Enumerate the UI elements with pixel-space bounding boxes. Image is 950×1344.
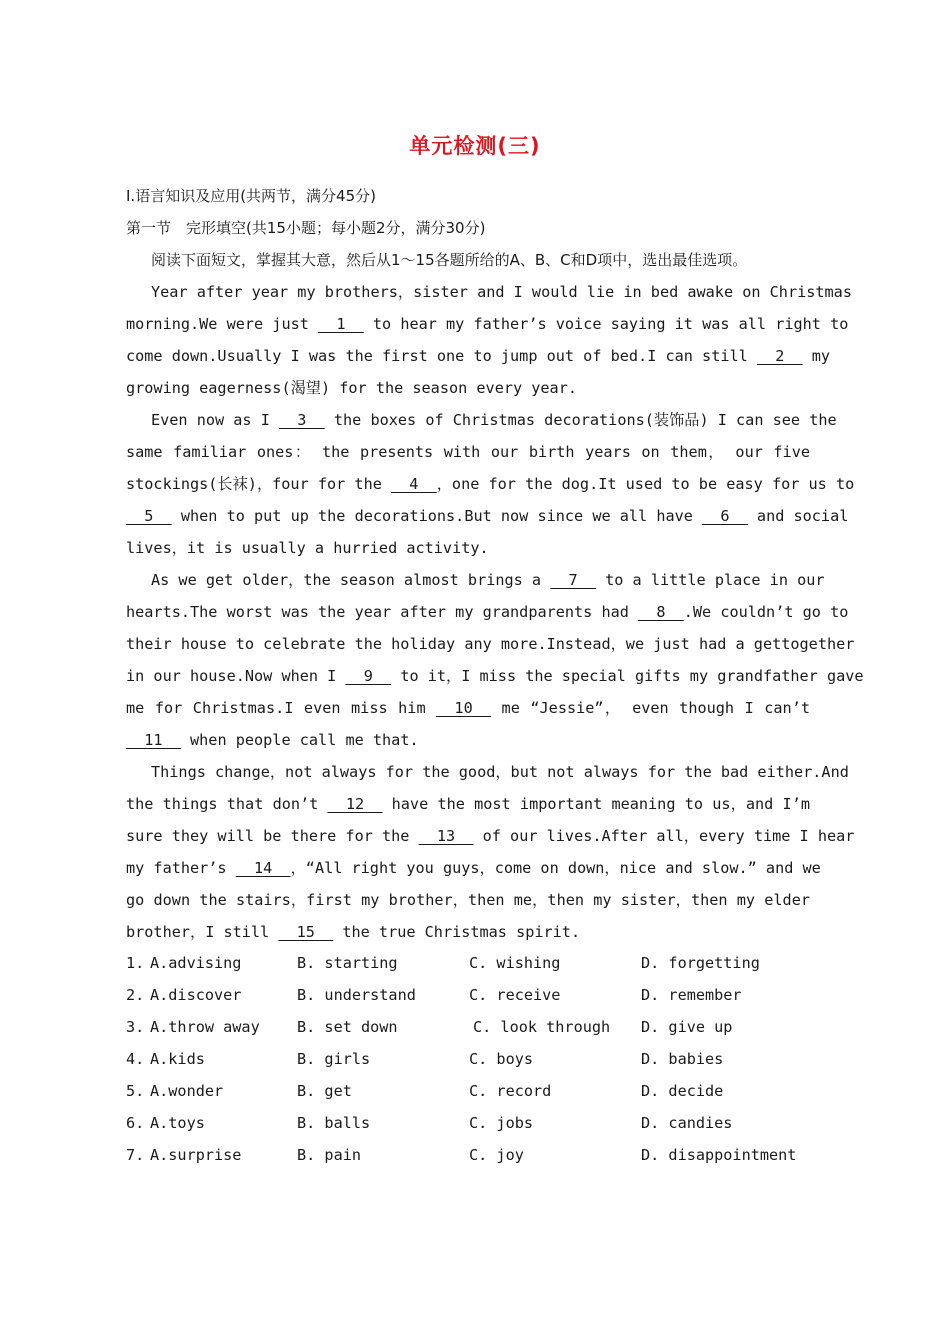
passage-line: growing eagerness(渴望) for the season every year. <box>126 379 577 397</box>
option-b: B. starting <box>297 954 398 972</box>
passage-line: brother，I still 15 the true Christmas spirit. <box>126 923 581 941</box>
blank-3: 3 <box>279 411 325 429</box>
option-d: D. babies <box>641 1050 724 1068</box>
question-number: 1. <box>126 954 145 972</box>
option-a: A.wonder <box>150 1082 224 1100</box>
blank-7: 7 <box>550 571 596 589</box>
passage-line: me for Christmas.I even miss him 10 me “Jessie”， even though I can’t <box>126 699 810 717</box>
passage-line: Things change，not always for the good，but not always for the bad either.And <box>151 763 849 781</box>
blank-6: 6 <box>702 507 748 525</box>
option-c: C. record <box>469 1082 552 1100</box>
blank-2: 2 <box>756 347 803 365</box>
option-d: D. forgetting <box>641 954 760 972</box>
question-number: 4. <box>126 1050 145 1068</box>
option-c: C. jobs <box>469 1114 534 1132</box>
passage-line: their house to celebrate the holiday any more.Instead，we just had a gettogether <box>126 635 855 653</box>
option-d: D. remember <box>641 986 742 1004</box>
passage-line: Year after year my brothers，sister and I would lie in bed awake on Christmas <box>151 283 852 301</box>
option-a: A.advising <box>150 954 242 972</box>
passage-line: go down the stairs，first my brother，then me，then my sister，then my elder <box>126 891 810 909</box>
blank-13: 13 <box>418 827 474 845</box>
option-c: C. joy <box>469 1146 524 1164</box>
option-d: D. disappointment <box>641 1146 797 1164</box>
option-d: D. decide <box>641 1082 724 1100</box>
passage-line: same familiar ones： the presents with our birth years on them， our five <box>126 443 810 461</box>
blank-5: 5 <box>126 507 172 525</box>
option-b: B. get <box>297 1082 352 1100</box>
question-number: 3. <box>126 1018 145 1036</box>
question-number: 7. <box>126 1146 145 1164</box>
option-a: A.kids <box>150 1050 205 1068</box>
option-c: C. look through <box>473 1018 611 1036</box>
passage-line: the things that don’t 12 have the most important meaning to us，and I’m <box>126 795 810 813</box>
blank-9: 9 <box>345 667 392 685</box>
option-a: A.toys <box>150 1114 205 1132</box>
blank-10: 10 <box>436 699 492 717</box>
option-c: C. receive <box>469 986 561 1004</box>
blank-14: 14 <box>235 859 291 877</box>
passage-line: stockings(长袜)，four for the 4 ，one for the dog.It used to be easy for us to <box>126 475 855 493</box>
instruction-text: 阅读下面短文，掌握其大意，然后从1～15各题所给的A、B、C和D项中，选出最佳选项。 <box>151 251 748 269</box>
passage-line: As we get older，the season almost brings a 7 to a little place in our <box>151 571 825 589</box>
passage-line: lives，it is usually a hurried activity. <box>126 539 489 557</box>
passage-line: in our house.Now when I 9 to it，I miss the special gifts my grandfather gave <box>126 667 864 685</box>
passage-line: 11 when people call me that. <box>126 731 419 749</box>
passage-line: my father’s 14 ，“All right you guys，come on down，nice and slow.” and we <box>126 859 821 877</box>
option-b: B. set down <box>297 1018 398 1036</box>
question-number: 2. <box>126 986 145 1004</box>
option-a: A.surprise <box>150 1146 242 1164</box>
blank-1: 1 <box>318 315 364 333</box>
section-heading: Ⅰ.语言知识及应用(共两节，满分45分) <box>126 187 376 205</box>
page-title: 单元检测(三) <box>409 134 541 158</box>
option-a: A.throw away <box>150 1018 260 1036</box>
option-b: B. girls <box>297 1050 371 1068</box>
passage-line: morning.We were just 1 to hear my father’s voice saying it was all right to <box>126 315 849 333</box>
passage-line: 5 when to put up the decorations.But now since we all have 6 and social <box>126 507 849 525</box>
passage-line: sure they will be there for the 13 of our lives.After all，every time I hear <box>126 827 855 845</box>
subsection-heading: 第一节 完形填空(共15小题；每小题2分，满分30分) <box>126 219 486 237</box>
blank-8: 8 <box>638 603 684 621</box>
blank-11: 11 <box>126 731 181 749</box>
blank-4: 4 <box>391 475 437 493</box>
option-c: C. wishing <box>469 954 561 972</box>
question-number: 5. <box>126 1082 145 1100</box>
blank-12: 12 <box>327 795 383 813</box>
passage-line: come down.Usually I was the first one to jump out of bed.I can still 2 my <box>126 347 831 365</box>
blank-15: 15 <box>278 923 334 941</box>
passage-line: Even now as I 3 the boxes of Christmas decorations(装饰品) I can see the <box>151 411 837 429</box>
option-b: B. pain <box>297 1146 362 1164</box>
option-d: D. candies <box>641 1114 733 1132</box>
option-d: D. give up <box>641 1018 733 1036</box>
passage-line: hearts.The worst was the year after my grandparents had 8 .We couldn’t go to <box>126 603 849 621</box>
option-b: B. balls <box>297 1114 371 1132</box>
question-number: 6. <box>126 1114 145 1132</box>
option-c: C. boys <box>469 1050 534 1068</box>
option-a: A.discover <box>150 986 242 1004</box>
option-b: B. understand <box>297 986 416 1004</box>
